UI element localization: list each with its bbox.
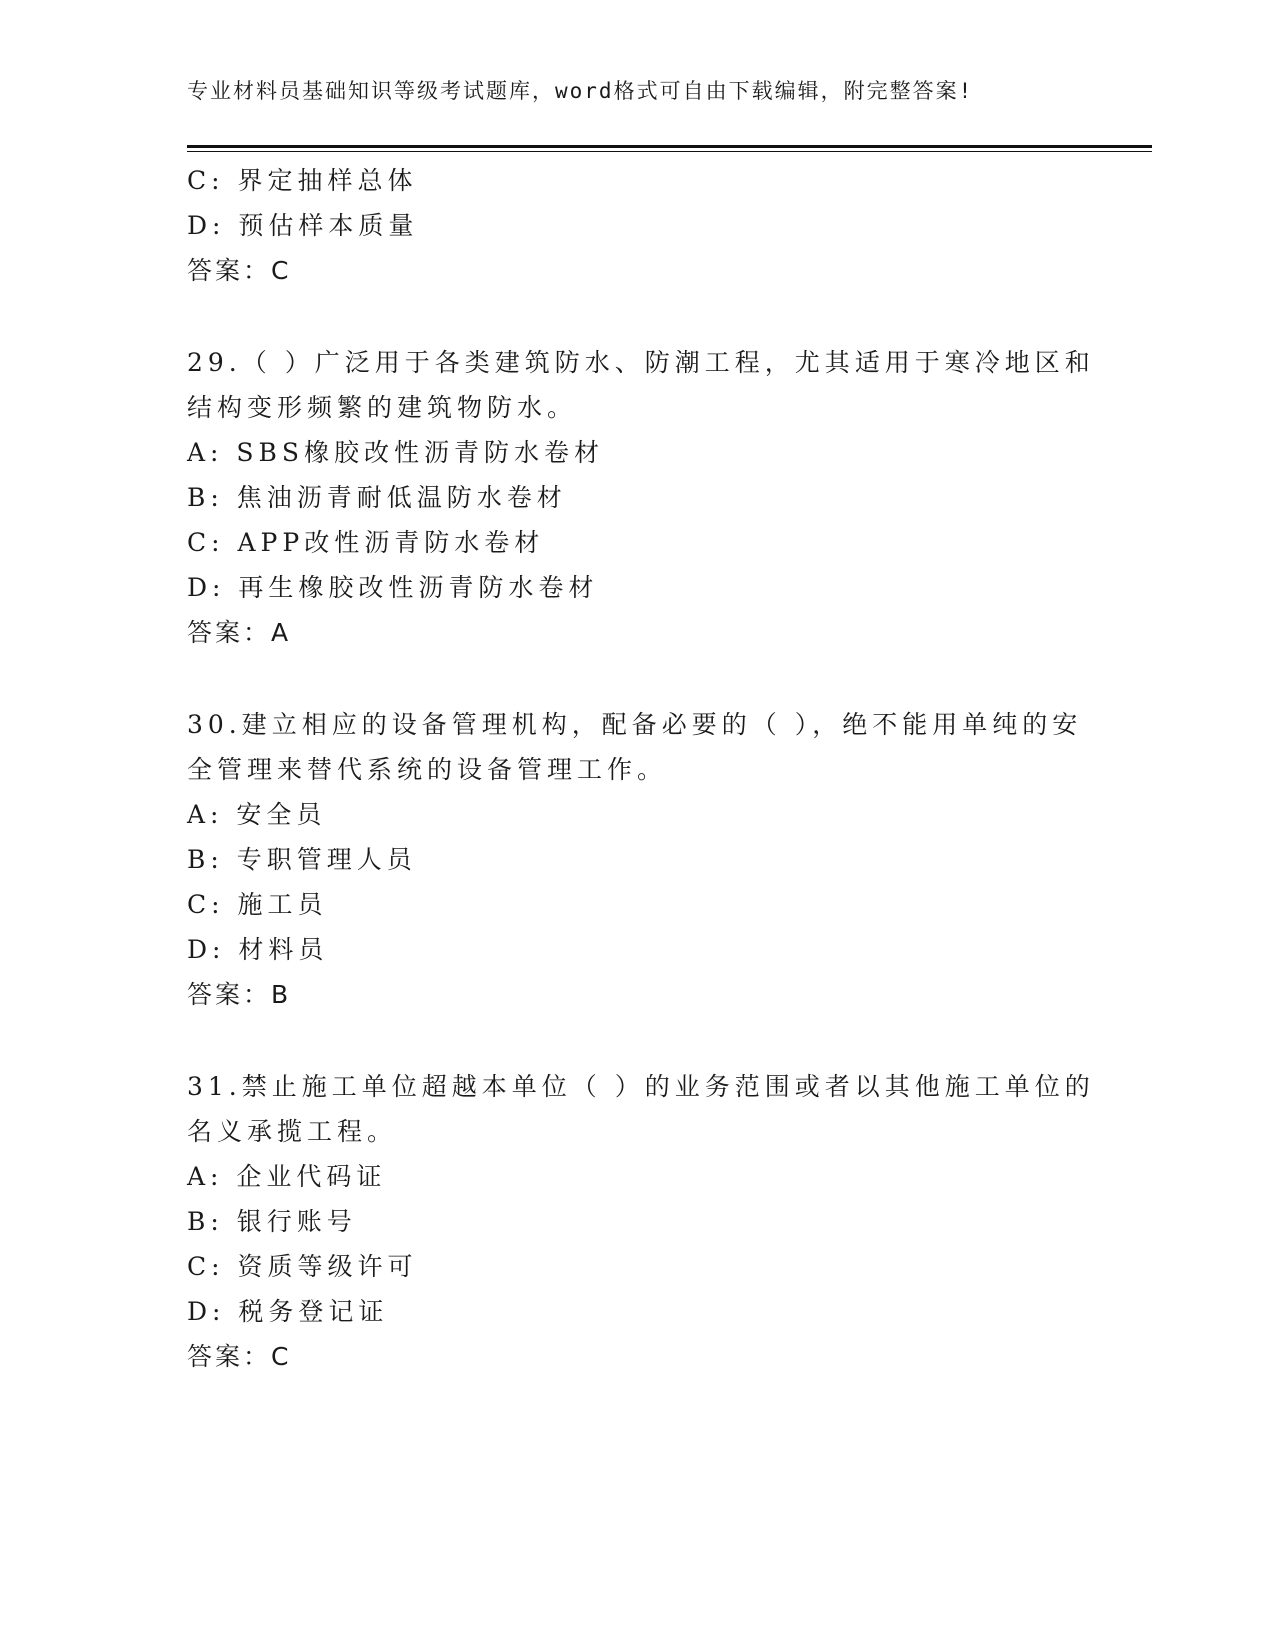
- option-line: D: 材料员: [187, 935, 329, 964]
- option-line: D: 税务登记证: [187, 1297, 389, 1326]
- option-line: B: 专职管理人员: [187, 845, 417, 874]
- question-stem: 31.禁止施工单位超越本单位（ ）的业务范围或者以其他施工单位的: [187, 1072, 1095, 1101]
- question-stem: 结构变形频繁的建筑物防水。: [187, 393, 578, 422]
- option-line: B: 焦油沥青耐低温防水卷材: [187, 483, 567, 512]
- option-line: D: 预估样本质量: [187, 211, 419, 240]
- option-line: B: 银行账号: [187, 1207, 357, 1236]
- question-29: [187, 340, 1095, 655]
- option-line: C: APP改性沥青防水卷材: [187, 528, 545, 557]
- prev-question-tail: [187, 158, 1087, 293]
- answer-line: 答案：C: [187, 256, 292, 285]
- option-line: C: 界定抽样总体: [187, 166, 418, 195]
- answer-line: 答案：A: [187, 618, 292, 647]
- option-line: C: 施工员: [187, 890, 328, 919]
- spacer: [187, 293, 1087, 340]
- option-line: D: 再生橡胶改性沥青防水卷材: [187, 573, 599, 602]
- option-line: C: 资质等级许可: [187, 1252, 418, 1281]
- header-rule-thin: [187, 151, 1152, 152]
- question-stem: 全管理来替代系统的设备管理工作。: [187, 755, 668, 784]
- option-line: A: 安全员: [187, 800, 327, 829]
- page-header-title: 专业材料员基础知识等级考试题库，word格式可自由下载编辑，附完整答案!: [187, 79, 974, 103]
- question-list: [187, 158, 1095, 1379]
- answer-line: 答案：C: [187, 1342, 292, 1371]
- question-30: [187, 702, 1087, 1017]
- question-31: [187, 1064, 1095, 1379]
- option-line: A: 企业代码证: [187, 1162, 387, 1191]
- answer-line: 答案：B: [187, 980, 292, 1009]
- option-line: A: SBS橡胶改性沥青防水卷材: [187, 438, 605, 467]
- question-stem: 29.（ ）广泛用于各类建筑防水、防潮工程，尤其适用于寒冷地区和: [187, 348, 1095, 377]
- question-stem: 30.建立相应的设备管理机构，配备必要的（ ），绝不能用单纯的安: [187, 710, 1083, 739]
- spacer: [187, 655, 1087, 702]
- header-rule-thick: [187, 145, 1152, 148]
- question-stem: 名义承揽工程。: [187, 1117, 398, 1146]
- spacer: [187, 1017, 1087, 1064]
